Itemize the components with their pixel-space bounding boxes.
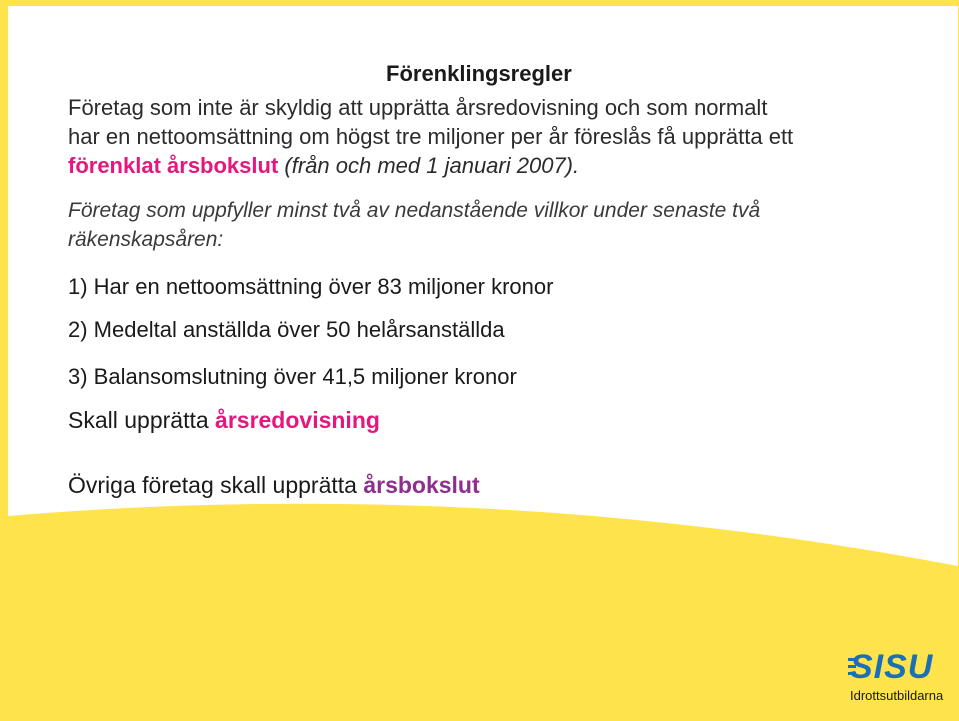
intro-line-1: Företag som inte är skyldig att upprätta årsredovisning och som normalt xyxy=(68,95,768,120)
annual-accounts-highlight: årsbokslut xyxy=(363,472,480,498)
intro-line-3-rest: (från och med 1 januari 2007). xyxy=(278,153,580,178)
conditions-line-1: Företag som uppfyller minst två av nedanstående villkor under senaste två xyxy=(68,199,761,222)
criterion-2: 2) Medeltal anställda över 50 helårsanställda xyxy=(68,317,505,342)
other-companies-requirement xyxy=(68,472,480,499)
ovriga-prefix: Övriga företag skall upprätta xyxy=(68,472,364,498)
conditions-paragraph xyxy=(68,196,760,254)
skall-prefix: Skall upprätta xyxy=(68,407,216,433)
simplified-statement-highlight: förenklat årsbokslut xyxy=(68,153,279,178)
conditions-line-2: räkenskapsåren: xyxy=(68,228,224,251)
annual-report-highlight: årsredovisning xyxy=(215,407,380,433)
criterion-1: 1) Har en nettoomsättning över 83 miljoner kronor xyxy=(68,274,554,299)
annual-report-requirement xyxy=(68,407,380,434)
intro-paragraph xyxy=(68,93,793,180)
sisu-logo: SISU xyxy=(850,648,934,686)
slide-title: Förenklingsregler xyxy=(386,61,572,86)
intro-line-3 xyxy=(68,151,793,180)
sisu-logo-subtitle: Idrottsutbildarna xyxy=(850,688,944,703)
criterion-3: 3) Balansomslutning över 41,5 miljoner kronor xyxy=(68,364,517,389)
intro-line-2: har en nettoomsättning om högst tre miljoner per år föreslås få upprätta ett xyxy=(68,124,794,149)
